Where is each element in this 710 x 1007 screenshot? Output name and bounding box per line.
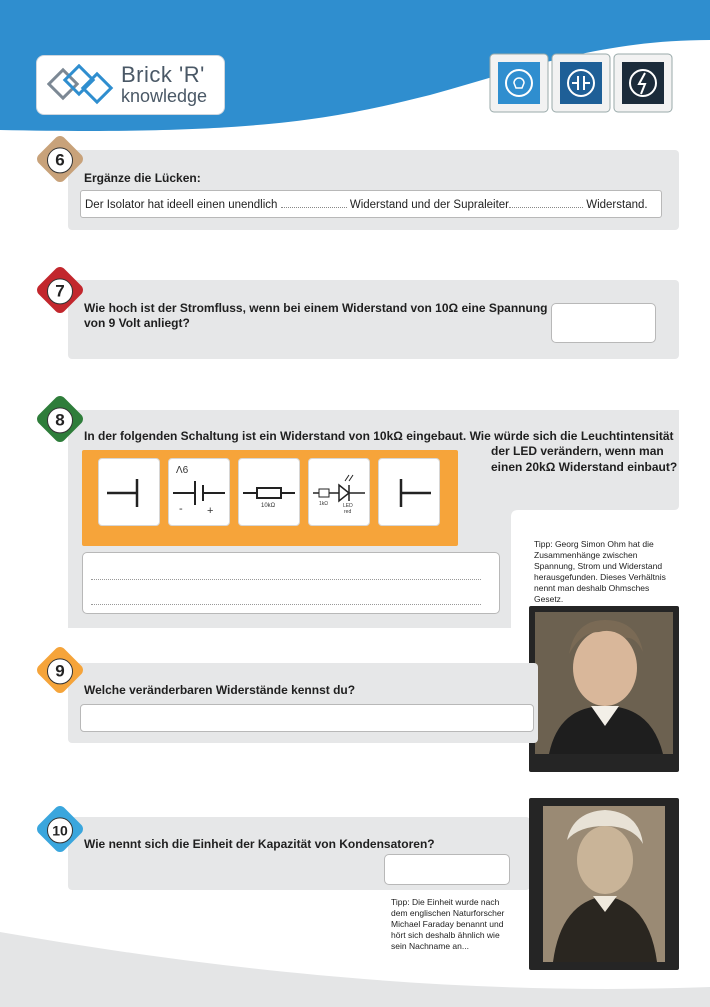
question-8-number: 8: [47, 407, 73, 433]
battery-minus: -: [179, 503, 183, 515]
question-10-number: 10: [47, 817, 73, 843]
question-7-number: 7: [47, 278, 73, 304]
ohm-portrait-image: [529, 606, 679, 772]
faraday-portrait-image: [529, 798, 679, 970]
question-8-prompt-line1: In der folgenden Schaltung ist ein Widerstand von 10kΩ eingebaut. Wie würde sich die Leuchtintensität: [84, 429, 674, 443]
led-label-1: LED: [343, 503, 353, 509]
circuit-module-ground-left: [98, 458, 160, 526]
ohm-portrait-frame: [529, 606, 679, 772]
circuit-module-resistor: [238, 458, 300, 526]
circuit-module-led: [308, 458, 370, 526]
resistor-label: 10kΩ: [261, 503, 276, 509]
question-9-number: 9: [47, 658, 73, 684]
logo-text-brand: Brick 'R': [121, 62, 205, 87]
question-8-prompt-line2: der LED verändern, wenn man: [491, 444, 664, 458]
question-6-text-part1: Der Isolator hat ideell einen unendlich: [85, 199, 278, 211]
question-7-prompt-line1: Wie hoch ist der Stromfluss, wenn bei einem Widerstand von 10Ω eine Spannung: [84, 301, 548, 315]
ohm-tip: Tipp: Georg Simon Ohm hat die Zusammenhänge zwischen Spannung, Strom und Widerstand herausgefunden. Dieses Verhältnis nennt man deshalb Ohmsches Gesetz.: [534, 539, 666, 604]
question-8-answer-line-1: [91, 579, 481, 580]
logo-text-tagline: knowledge: [121, 86, 208, 106]
question-9-answer-box[interactable]: [80, 704, 534, 732]
battery-label: 9V: [176, 463, 189, 474]
led-resistor-label: 1kΩ: [319, 501, 329, 507]
faraday-tip: Tipp: Die Einheit wurde nach dem englischen Naturforscher Michael Faraday benannt und hört sich deshalb ähnlich wie sein Nachname an...: [391, 897, 505, 951]
question-6-text-part3: Widerstand.: [586, 199, 648, 211]
question-10-answer-box[interactable]: [384, 854, 510, 885]
question-6-prompt: Ergänze die Lücken:: [84, 171, 201, 185]
question-8-answer-line-2: [91, 604, 481, 605]
question-8-answer-box[interactable]: [82, 552, 500, 614]
circuit-diagram: [82, 450, 458, 546]
question-6-text-part2: Widerstand und der Supraleiter: [349, 199, 510, 211]
question-9-prompt: Welche veränderbaren Widerstände kennst du?: [84, 683, 356, 697]
question-6-number: 6: [47, 147, 73, 173]
question-10-prompt: Wie nennt sich die Einheit der Kapazität von Kondensatoren?: [84, 837, 435, 851]
circuit-module-ground-right: [378, 458, 440, 526]
question-8-prompt-line3: einen 20kΩ Widerstand einbaut?: [491, 460, 678, 474]
battery-plus: +: [207, 505, 214, 517]
circuit-module-battery: [168, 458, 230, 526]
faraday-portrait-frame: [529, 798, 679, 970]
question-7-prompt-line2: von 9 Volt anliegt?: [84, 316, 190, 330]
led-label-2: red: [344, 509, 352, 515]
